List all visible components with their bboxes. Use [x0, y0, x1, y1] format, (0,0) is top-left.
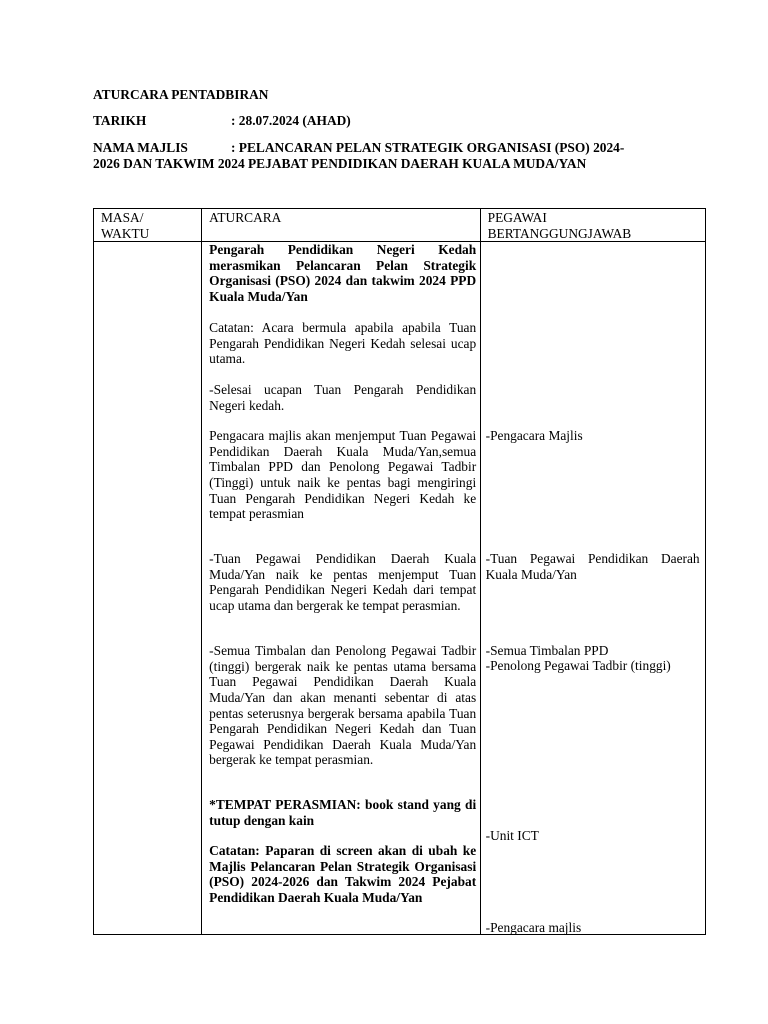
officer-emcee: -Pengacara Majlis: [485, 428, 583, 444]
event-value-line1: : PELANCARAN PELAN STRATEGIK ORGANISASI (PSO) 2024-: [231, 140, 625, 155]
agenda-paragraph-note-2: Catatan: Paparan di screen akan di ubah ke Majlis Pelancaran Pelan Strategik Organisasi (PSO) 2024-2026 dan Takwim 2024 Pejabat Pendidikan Daerah Kuala Muda/Yan: [209, 843, 477, 905]
officer-cell: [480, 242, 705, 935]
agenda-paragraph-note-1: Catatan: Acara bermula apabila apabila Tuan Pengarah Pendidikan Negeri Kedah selesai ucap utama.: [209, 320, 477, 367]
officer-deputies: -Semua Timbalan PPD: [485, 643, 609, 659]
date-value: : 28.07.2024 (AHAD): [231, 113, 351, 128]
agenda-paragraph-deputies: -Semua Timbalan dan Penolong Pegawai Tadbir (tinggi) bergerak naik ke pentas utama bersama Tuan Pegawai Pendidikan Daerah Kuala Muda/Yan dan akan menanti sebentar di atas pentas seterusnya bergerak bersama apabila Tuan Pengarah Pendidikan Negeri Kedah dan Tuan Pegawai Pendidikan Daerah Kuala Muda/Yan bergerak ke tempat perasmian.: [209, 643, 477, 768]
col-header-officer: PEGAWAI BERTANGGUNGJAWAB: [480, 209, 705, 242]
event-value-line2: 2026 DAN TAKWIM 2024 PEJABAT PENDIDIKAN DAERAH KUALA MUDA/YAN: [93, 156, 587, 171]
agenda-paragraph-speech-end: -Selesai ucapan Tuan Pengarah Pendidikan Negeri kedah.: [209, 382, 477, 413]
officer-ict: -Unit ICT: [485, 828, 539, 844]
date-label: TARIKH: [93, 113, 147, 128]
agenda-paragraph-ppd: -Tuan Pegawai Pendidikan Daerah Kuala Muda/Yan naik ke pentas menjemput Tuan Pengarah Pendidikan Negeri Kedah dari tempat ucap utama dan bergerak ke tempat perasmian.: [209, 551, 477, 613]
agenda-cell: [202, 242, 480, 935]
officer-ppd: -Tuan Pegawai Pendidikan Daerah Kuala Muda/Yan: [485, 551, 700, 582]
officer-emcee-2: -Pengacara majlis: [485, 920, 582, 936]
col-header-agenda: ATURCARA: [202, 209, 480, 242]
col-header-time: MASA/ WAKTU: [94, 209, 202, 242]
event-label: NAMA MAJLIS: [93, 140, 188, 155]
table-header-row: [94, 209, 706, 242]
agenda-table: [93, 208, 706, 935]
time-cell: [94, 242, 202, 935]
event-row: [93, 140, 768, 156]
officer-admin: -Penolong Pegawai Tadbir (tinggi): [485, 658, 671, 674]
date-row: [93, 113, 768, 129]
agenda-paragraph-venue: *TEMPAT PERASMIAN: book stand yang di tutup dengan kain: [209, 797, 477, 828]
document-title: ATURCARA PENTADBIRAN: [93, 87, 269, 102]
agenda-paragraph-emcee: Pengacara majlis akan menjemput Tuan Pegawai Pendidikan Daerah Kuala Muda/Yan,semua Timbalan PPD dan Penolong Pegawai Tadbir (Tinggi) untuk naik ke pentas bagi mengiringi Tuan Pengarah Pendidikan Negeri Kedah ke tempat perasmian: [209, 428, 477, 522]
table-row: [94, 242, 706, 935]
agenda-paragraph-launch: Pengarah Pendidikan Negeri Kedah merasmikan Pelancaran Pelan Strategik Organisasi (PSO) 2024 dan takwim 2024 PPD Kuala Muda/Yan: [209, 242, 477, 304]
